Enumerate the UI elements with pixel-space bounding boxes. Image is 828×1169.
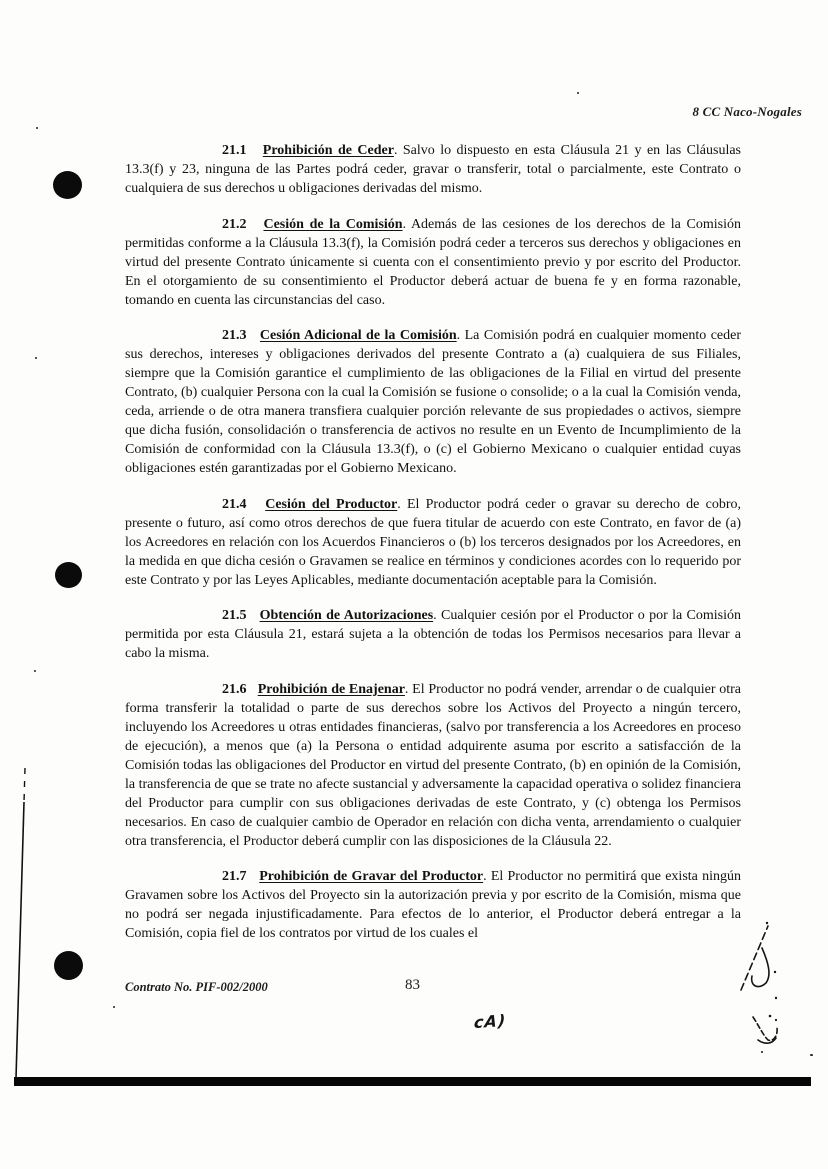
page-header-reference: 8 CC Naco-Nogales xyxy=(692,104,802,119)
clause-21.7: 21.7 Prohibición de Gravar del Productor. El Productor no permitirá que exista ningún Gravamen sobre los Activos del Proyecto sin la autorización previa y por escrito de la Comisión, misma que no podrá ser negada injustificadamente. Para efectos de lo anterior, el Productor deberá entregar a la Comisión, copia fiel de los contratos por virtud de los cuales el xyxy=(125,869,742,941)
clause-title: Cesión de la Comisión xyxy=(263,216,403,232)
scan-speck xyxy=(810,1054,813,1056)
clause-21.4: 21.4 Cesión del Productor. El Productor podrá ceder o gravar su derecho de cobro, presente o futuro, así como otros derechos de que fuera titular de acuerdo con este Contrato, en favor de (a) los Acreedores en relación con los Acuerdos Financieros o (b) los terceros designados por los Acreedores, en la medida en que dicha cesión o Gravamen se realice en términos y condiciones acordes con lo requerido por este Contrato y por las Leyes Aplicables, mediante documentación aceptable para la Comisión. xyxy=(125,496,742,588)
clause-title: Cesión del Productor xyxy=(265,496,398,512)
clause-21.2: 21.2 Cesión de la Comisión. Además de las cesiones de los derechos de la Comisión permitidas conforme a la Cláusula 13.3(f), la Comisión podrá ceder a terceros sus derechos y obligaciones en virtud del presente Contrato únicamente si cuenta con el consentimiento previo y por escrito del Productor. En el otorgamiento de su consentimiento el Productor deberá actuar de buena fe y en forma razonable, tomando en cuenta las circunstancias del caso. xyxy=(125,216,741,308)
clause-21.1: 21.1 Prohibición de Ceder. Salvo lo dispuesto en esta Cláusula 21 y en las Cláusulas 13.3(f) y 23, ninguna de las Partes podrá ceder, gravar o transferir, total o parcialmente, este Contrato o cualquiera de sus derechos u obligaciones derivadas del mismo. xyxy=(125,143,742,196)
scan-speck xyxy=(34,670,36,672)
clause-number: 21.7 xyxy=(222,869,247,884)
clause-title: Cesión Adicional de la Comisión xyxy=(259,328,457,343)
clause-21.5: 21.5 Obtención de Autorizaciones. Cualquier cesión por el Productor o por la Comisión permitida por esta Cláusula 21, estará sujeta a la obtención de todas los Permisos necesarios para llevar a cabo la misma. xyxy=(125,608,741,661)
clause-title: Prohibición de Enajenar xyxy=(257,681,405,697)
clause-21.3: 21.3 Cesión Adicional de la Comisión. La Comisión podrá en cualquier momento ceder sus derechos, intereses y obligaciones derivados del presente Contrato a (a) cualquiera de sus Filiales, siempre que la Comisión garantice el cumplimiento de las obligaciones de la Filial en virtud del presente Contrato, (b) cualquier Persona con la cual la Comisión se fusione o consolide; o a la cual la Comisión venda, ceda, arriende o de otra manera transfiera cualquier porción relevante de sus propiedades o activos, siempre que dicha fusión, consolidación o transferencia de activos no resulte en un Evento de Incumplimiento de la Comisión de conformidad con la Cláusula 13.3(f), o (c) el Gobierno Mexicano o cualquier entidad cuyas obligaciones estén garantizadas por el Gobierno Mexicano. xyxy=(125,328,741,476)
clause-title: Prohibición de Gravar del Productor xyxy=(259,869,484,884)
scan-speck xyxy=(36,127,38,129)
clause-number: 21.1 xyxy=(222,143,247,158)
scan-speck xyxy=(35,357,37,359)
clause-title: Prohibición de Ceder xyxy=(262,143,394,158)
scan-speck xyxy=(113,1006,115,1008)
clause-number: 21.2 xyxy=(222,216,247,232)
clause-number: 21.5 xyxy=(222,608,247,623)
footer-page-number: 83 xyxy=(405,977,420,993)
clause-title: Obtención de Autorizaciones xyxy=(259,608,434,623)
clause-21.6: 21.6 Prohibición de Enajenar. El Productor no podrá vender, arrendar o de cualquier otra forma transferir la totalidad o parte de sus derechos sobre los Activos del Proyecto a ningún tercero, incluyendo los Acreedores u otras entidades financieras, (salvo por transferencia a los Acreedores en proceso de ejecución), a menos que (a) la Persona o entidad adquirente asuma por escrito a satisfacción de la Comisión todas las obligaciones del Productor en virtud del presente Contrato, (b) en opinión de la Comisión, la transferencia de que se trate no afecte sustancial y adversamente la capacidad operativa o solidez financiera del Productor para cumplir con sus obligaciones derivadas de este Contrato, y (c) obtenga los Permisos necesarios. En caso de cualquier cambio de Operador en relación con dicha venta, arrendamiento o cualquier otra transferencia, el Productor deberá cumplir con las disposiciones de la Cláusula 22. xyxy=(125,681,741,849)
footer-contract-number: Contrato No. PIF-002/2000 xyxy=(125,980,268,994)
scan-speck xyxy=(577,92,579,94)
clause-number: 21.4 xyxy=(222,496,247,512)
clause-number: 21.3 xyxy=(222,328,247,343)
clause-number: 21.6 xyxy=(222,681,247,697)
handwritten-initials: cA) xyxy=(473,1010,507,1033)
